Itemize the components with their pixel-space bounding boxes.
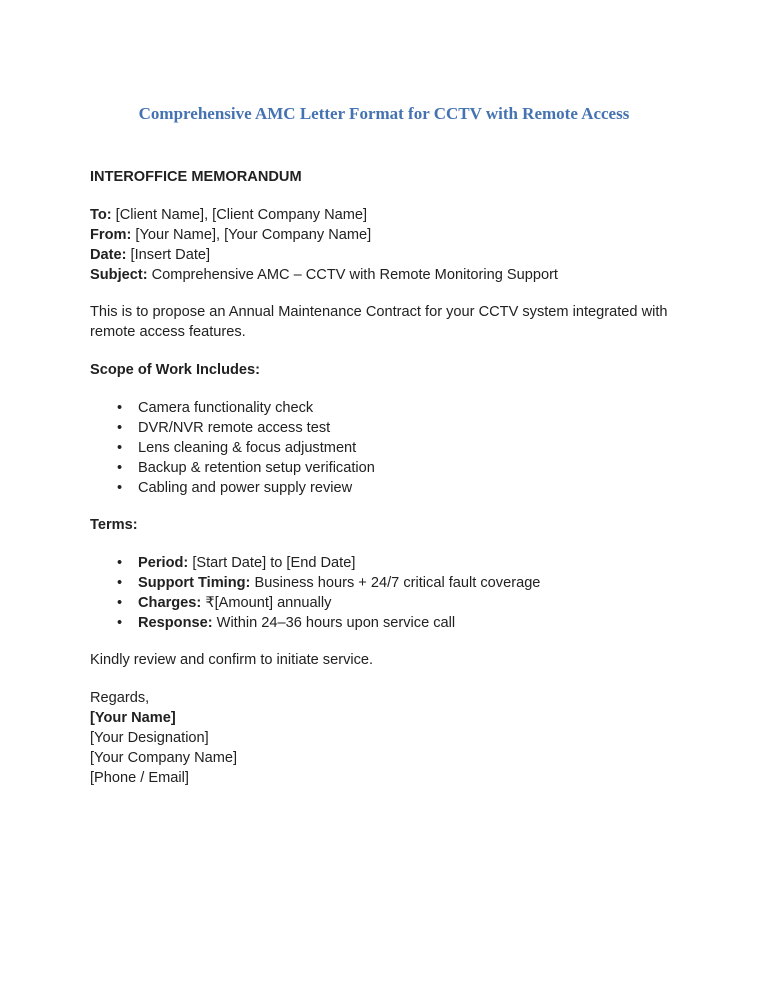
term-charges-label: Charges:: [138, 595, 202, 611]
list-item: • DVR/NVR remote access test: [90, 418, 678, 438]
field-date-label: Date:: [90, 247, 127, 263]
field-to: [90, 205, 678, 225]
memo-heading: INTEROFFICE MEMORANDUM: [90, 169, 302, 185]
field-from-value: [Your Name], [Your Company Name]: [131, 227, 372, 243]
field-from-label: From:: [90, 227, 132, 243]
signature-name: [Your Name]: [90, 710, 176, 726]
terms-list: [90, 553, 678, 633]
signature-company: [Your Company Name]: [90, 750, 238, 766]
term-support-timing-label: Support Timing:: [138, 575, 251, 591]
term-period-value: [Start Date] to [End Date]: [188, 555, 356, 571]
field-from: [90, 225, 678, 245]
term-response-label: Response:: [138, 615, 213, 631]
field-subject-value: Comprehensive AMC – CCTV with Remote Monitoring Support: [147, 267, 558, 283]
list-item: [90, 573, 678, 593]
scope-list: [90, 398, 678, 498]
scope-heading: Scope of Work Includes:: [90, 362, 261, 378]
field-date-value: [Insert Date]: [126, 247, 211, 263]
field-date: [90, 245, 678, 265]
signature-contact: [Phone / Email]: [90, 770, 189, 786]
list-item: • Cabling and power supply review: [90, 478, 678, 498]
list-item: • Backup & retention setup verification: [90, 458, 678, 478]
terms-heading: Terms:: [90, 517, 138, 533]
document-title: Comprehensive AMC Letter Format for CCTV with Remote Access: [138, 104, 630, 123]
list-item: • Camera functionality check: [90, 398, 678, 418]
signature-designation: [Your Designation]: [90, 730, 209, 746]
term-response-value: Within 24–36 hours upon service call: [212, 615, 456, 631]
list-item: [90, 593, 678, 613]
list-item: [90, 613, 678, 633]
closing-paragraph: Kindly review and confirm to initiate service.: [90, 652, 374, 668]
list-item: • Lens cleaning & focus adjustment: [90, 438, 678, 458]
list-item: [90, 553, 678, 573]
term-period-label: Period:: [138, 555, 189, 571]
signature-block: [90, 688, 678, 788]
signature-regards: Regards,: [90, 690, 150, 706]
field-to-value: [Client Name], [Client Company Name]: [111, 207, 368, 223]
intro-paragraph: This is to propose an Annual Maintenance Contract for your CCTV system integrated with remote access features.: [90, 304, 668, 340]
memo-header-fields: [90, 205, 678, 285]
term-charges-value: ₹[Amount] annually: [201, 595, 332, 611]
field-subject-label: Subject:: [90, 267, 148, 283]
field-subject: [90, 265, 678, 285]
term-support-timing-value: Business hours + 24/7 critical fault coverage: [250, 575, 541, 591]
field-to-label: To:: [90, 207, 112, 223]
